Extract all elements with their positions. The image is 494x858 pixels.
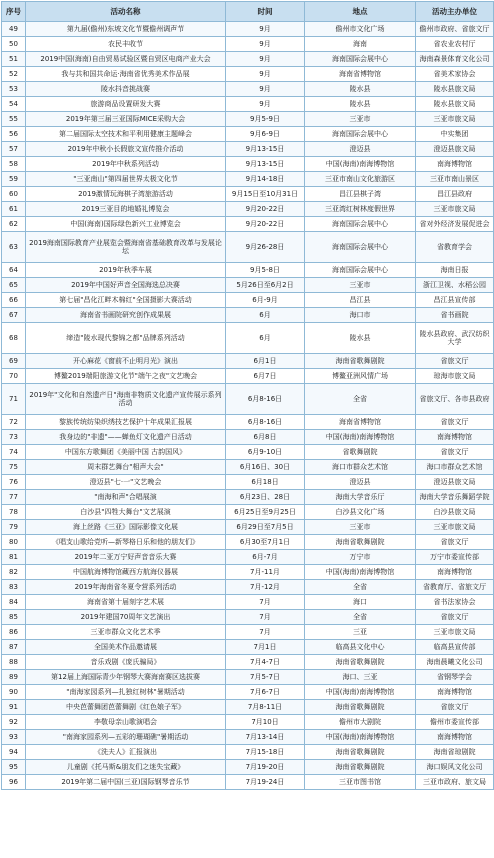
cell-no: 86 [2, 625, 26, 640]
table-row [2, 610, 494, 625]
cell-place: 中国(海南)南海博物馆 [305, 730, 416, 745]
cell-place: 万宁市 [305, 550, 416, 565]
cell-org: 省教育厅、省旅文厅 [416, 580, 494, 595]
cell-name: "三亚南山"第四届世界太极文化节 [26, 172, 226, 187]
cell-place: 海口 [305, 595, 416, 610]
cell-org: 南海博物馆 [416, 565, 494, 580]
cell-no: 69 [2, 354, 26, 369]
cell-place: 中国(海南)南海博物馆 [305, 685, 416, 700]
cell-no: 50 [2, 37, 26, 52]
cell-name: 黎族传统纺染织绣技艺保护十年成果汇报展 [26, 415, 226, 430]
cell-name: 第二届国际太空技术和平利用健康主题峰会 [26, 127, 226, 142]
cell-org: 白沙县旅文局 [416, 505, 494, 520]
cell-time: 9月 [226, 22, 305, 37]
cell-place: 海南国际会展中心 [305, 232, 416, 263]
cell-name: 2019年二亚万宁好声音音乐大赛 [26, 550, 226, 565]
table-row [2, 625, 494, 640]
cell-name: 中国航海博物馆藏西方航海仪器展 [26, 565, 226, 580]
cell-name: 周末群艺舞台"相声大会" [26, 460, 226, 475]
cell-time: 7月13-14日 [226, 730, 305, 745]
cell-org: 海南大学音乐舞蹈学院 [416, 490, 494, 505]
cell-no: 49 [2, 22, 26, 37]
cell-org: 省旅文厅 [416, 445, 494, 460]
cell-time: 6月7日 [226, 369, 305, 384]
cell-no: 58 [2, 157, 26, 172]
cell-org: 南海博物馆 [416, 730, 494, 745]
table-row [2, 670, 494, 685]
cell-place: 海南国际会展中心 [305, 217, 416, 232]
table-row [2, 490, 494, 505]
cell-no: 66 [2, 293, 26, 308]
cell-time: 6月30至7月1日 [226, 535, 305, 550]
cell-time: 6月8-16日 [226, 384, 305, 415]
cell-name: 第九届(儋州)东坡文化节暨儋州调声节 [26, 22, 226, 37]
cell-time: 7月19-24日 [226, 775, 305, 790]
cell-place: 澄迈县 [305, 475, 416, 490]
cell-no: 81 [2, 550, 26, 565]
event-schedule-table [1, 1, 494, 790]
cell-name: 海南省书画院研究创作成果展 [26, 308, 226, 323]
cell-place: 白沙县文化广场 [305, 505, 416, 520]
cell-time: 9月13-15日 [226, 142, 305, 157]
cell-name: 儿童剧《托马斯&朋友们之迷失宝藏》 [26, 760, 226, 775]
cell-no: 82 [2, 565, 26, 580]
cell-time: 7月 [226, 625, 305, 640]
cell-org: 省美术家协会 [416, 67, 494, 82]
cell-name: 白沙县"四牲大舞台"文艺展演 [26, 505, 226, 520]
table-row [2, 475, 494, 490]
cell-no: 51 [2, 52, 26, 67]
cell-no: 67 [2, 308, 26, 323]
cell-org: 海口娱风文化公司 [416, 760, 494, 775]
cell-no: 95 [2, 760, 26, 775]
cell-org: 陵水县政府、武汉纺织大学 [416, 323, 494, 354]
cell-no: 64 [2, 263, 26, 278]
cell-name: 《唱支山歌给党听—新琴格日乐和他的朋友们》 [26, 535, 226, 550]
cell-org: 昌江县政府 [416, 187, 494, 202]
table-row [2, 37, 494, 52]
cell-org: 儋州市委宣传部 [416, 715, 494, 730]
cell-time: 9月 [226, 67, 305, 82]
cell-no: 77 [2, 490, 26, 505]
table-row [2, 565, 494, 580]
table-row [2, 715, 494, 730]
cell-name: 2019年秋季车展 [26, 263, 226, 278]
cell-name: 2019年海南省冬夏令营系列活动 [26, 580, 226, 595]
cell-no: 53 [2, 82, 26, 97]
cell-place: 昌江县 [305, 293, 416, 308]
cell-no: 62 [2, 217, 26, 232]
cell-place: 临高县文化中心 [305, 640, 416, 655]
cell-place: 儋州市大剧院 [305, 715, 416, 730]
cell-name: 2019激情玩海棋子湾旅游活动 [26, 187, 226, 202]
cell-time: 6月-7月 [226, 550, 305, 565]
cell-no: 90 [2, 685, 26, 700]
cell-name: 我与共和国共命运·海南省优秀美术作品展 [26, 67, 226, 82]
cell-name: 陵水抖音挑战赛 [26, 82, 226, 97]
cell-org: 省旅文厅 [416, 415, 494, 430]
cell-time: 7月19-20日 [226, 760, 305, 775]
table-row [2, 217, 494, 232]
cell-name: 2019年中秋系列活动 [26, 157, 226, 172]
header-name: 活动名称 [26, 2, 226, 22]
cell-no: 60 [2, 187, 26, 202]
table-row [2, 278, 494, 293]
cell-name: 第12届上海国际青少年钢琴大赛海南赛区选拔赛 [26, 670, 226, 685]
cell-time: 9月13-15日 [226, 157, 305, 172]
cell-name: 2019海南国际教育产业展览会暨海南省基础教育改革与发展论坛 [26, 232, 226, 263]
cell-no: 54 [2, 97, 26, 112]
cell-time: 9月 [226, 37, 305, 52]
cell-time: 5月26日至6月2日 [226, 278, 305, 293]
table-row [2, 655, 494, 670]
cell-no: 52 [2, 67, 26, 82]
cell-org: 澄迈县旅文局 [416, 475, 494, 490]
cell-place: 海南国际会展中心 [305, 263, 416, 278]
cell-time: 9月26-28日 [226, 232, 305, 263]
cell-place: 海南省歌舞剧院 [305, 354, 416, 369]
cell-time: 6月29日至7月5日 [226, 520, 305, 535]
table-header-row [2, 2, 494, 22]
header-org: 活动主办单位 [416, 2, 494, 22]
cell-no: 55 [2, 112, 26, 127]
cell-time: 9月6-9日 [226, 127, 305, 142]
cell-place: 中国(海南)南海博物馆 [305, 157, 416, 172]
cell-place: 海南大学音乐厅 [305, 490, 416, 505]
cell-no: 75 [2, 460, 26, 475]
cell-org: 省书画院 [416, 308, 494, 323]
table-row [2, 369, 494, 384]
cell-org: 浙江卫视、水稻公园 [416, 278, 494, 293]
cell-org: 海口市群众艺术馆 [416, 460, 494, 475]
cell-time: 6月23日、28日 [226, 490, 305, 505]
cell-org: 中实集团 [416, 127, 494, 142]
table-row [2, 730, 494, 745]
cell-place: 陵水县 [305, 97, 416, 112]
cell-place: 海南省歌舞剧院 [305, 535, 416, 550]
cell-name: 中国东方歌舞团《美丽中国 古韵国风》 [26, 445, 226, 460]
table-row [2, 460, 494, 475]
cell-org: 陵水县旅文局 [416, 82, 494, 97]
cell-name: 2019三亚目的地婚礼博览会 [26, 202, 226, 217]
cell-time: 9月20-22日 [226, 202, 305, 217]
cell-org: 三亚市政府、旅文局 [416, 775, 494, 790]
cell-org: 海南晨曦文化公司 [416, 655, 494, 670]
cell-name: "南海家园系列—五彩的珊瑚礁"暑期活动 [26, 730, 226, 745]
cell-org: 省旅文厅、各市县政府 [416, 384, 494, 415]
cell-time: 7月5-7日 [226, 670, 305, 685]
cell-place: 三亚市 [305, 278, 416, 293]
cell-time: 6月18日 [226, 475, 305, 490]
cell-org: 万宁市委宣传部 [416, 550, 494, 565]
table-row [2, 535, 494, 550]
cell-place: 三亚市 [305, 520, 416, 535]
table-row [2, 67, 494, 82]
table-row [2, 430, 494, 445]
cell-org: 省教育学会 [416, 232, 494, 263]
cell-no: 74 [2, 445, 26, 460]
cell-name: 博鳌2019端阳旅游文化节"端午之夜"文艺晚会 [26, 369, 226, 384]
cell-name: 澄迈县"七·一"文艺晚会 [26, 475, 226, 490]
cell-place: 海南国际会展中心 [305, 52, 416, 67]
cell-org: 省旅文厅 [416, 700, 494, 715]
cell-time: 7月-12月 [226, 580, 305, 595]
cell-no: 85 [2, 610, 26, 625]
cell-name: 三亚市群众文化艺术季 [26, 625, 226, 640]
cell-org: 琼海市旅文局 [416, 369, 494, 384]
table-row [2, 22, 494, 37]
table-row [2, 52, 494, 67]
cell-no: 89 [2, 670, 26, 685]
cell-place: 海南省歌舞剧院 [305, 760, 416, 775]
cell-place: 三亚市南山文化旅游区 [305, 172, 416, 187]
cell-org: 南海博物馆 [416, 430, 494, 445]
cell-name: 2019年第二届中国(三亚)国际钢琴音乐节 [26, 775, 226, 790]
cell-time: 9月5-9日 [226, 112, 305, 127]
table-row [2, 157, 494, 172]
table-row [2, 745, 494, 760]
cell-time: 9月 [226, 82, 305, 97]
cell-no: 68 [2, 323, 26, 354]
table-row [2, 142, 494, 157]
cell-org: 海南省琼剧院 [416, 745, 494, 760]
cell-org: 澄迈县旅文局 [416, 142, 494, 157]
cell-time: 6月9-10日 [226, 445, 305, 460]
cell-org: 省农业农村厅 [416, 37, 494, 52]
cell-name: 音乐戏剧《庞氏骗局》 [26, 655, 226, 670]
cell-no: 61 [2, 202, 26, 217]
cell-name: 2019年第三届三亚国际MICE采购大会 [26, 112, 226, 127]
cell-time: 9月 [226, 97, 305, 112]
cell-place: 陵水县 [305, 323, 416, 354]
cell-org: 儋州市政府、省旅文厅 [416, 22, 494, 37]
cell-name: 2019年"文化和自然遗产日"海南非物质文化遗产宣传展示系列活动 [26, 384, 226, 415]
cell-name: 农民丰收节 [26, 37, 226, 52]
cell-place: 澄迈县 [305, 142, 416, 157]
cell-place: 全省 [305, 384, 416, 415]
cell-org: 三亚市旅文局 [416, 625, 494, 640]
cell-no: 83 [2, 580, 26, 595]
table-row [2, 520, 494, 535]
cell-no: 73 [2, 430, 26, 445]
cell-no: 65 [2, 278, 26, 293]
table-row [2, 580, 494, 595]
cell-name: 中央芭蕾舞团芭蕾舞剧《红色娘子军》 [26, 700, 226, 715]
cell-place: 三亚市 [305, 112, 416, 127]
table-row [2, 112, 494, 127]
header-no: 序号 [2, 2, 26, 22]
cell-no: 57 [2, 142, 26, 157]
cell-time: 6月16日、30日 [226, 460, 305, 475]
cell-name: 开心麻花《窗前不止明月光》演出 [26, 354, 226, 369]
cell-no: 96 [2, 775, 26, 790]
cell-time: 9月5-8日 [226, 263, 305, 278]
table-row [2, 640, 494, 655]
table-row [2, 384, 494, 415]
cell-no: 93 [2, 730, 26, 745]
cell-place: 海南省博物馆 [305, 67, 416, 82]
cell-org: 三亚市旅文局 [416, 202, 494, 217]
cell-name: 全国美术作品邀请展 [26, 640, 226, 655]
cell-time: 6月-9月 [226, 293, 305, 308]
cell-name: 海上丝路《三亚》国际影像文化展 [26, 520, 226, 535]
cell-org: 昌江县宣传部 [416, 293, 494, 308]
cell-place: 全省 [305, 610, 416, 625]
cell-time: 9月20-22日 [226, 217, 305, 232]
cell-name: 2019年中秋小长假旅文宣传推介活动 [26, 142, 226, 157]
cell-no: 71 [2, 384, 26, 415]
cell-org: 省钢琴学会 [416, 670, 494, 685]
cell-time: 6月1日 [226, 354, 305, 369]
cell-time: 9月 [226, 52, 305, 67]
cell-place: 三亚 [305, 625, 416, 640]
cell-time: 6月 [226, 323, 305, 354]
cell-no: 63 [2, 232, 26, 263]
cell-name: 《洗夫人》汇报演出 [26, 745, 226, 760]
cell-place: 海南省歌舞剧院 [305, 745, 416, 760]
cell-org: 省旅文厅 [416, 535, 494, 550]
table-row [2, 308, 494, 323]
cell-org: 海南森景体育文化公司 [416, 52, 494, 67]
cell-org: 省对外经济发展促进会 [416, 217, 494, 232]
cell-time: 7月 [226, 610, 305, 625]
cell-name: 2019中国(海南)自由贸易试验区暨自贸区电商产业大会 [26, 52, 226, 67]
cell-name: 海南省第十届刻字艺术展 [26, 595, 226, 610]
cell-place: 博鳌亚洲风情广场 [305, 369, 416, 384]
cell-no: 56 [2, 127, 26, 142]
table-row [2, 505, 494, 520]
cell-name: "南海和声"合唱展演 [26, 490, 226, 505]
cell-place: 中国(海南)南海博物馆 [305, 565, 416, 580]
cell-no: 91 [2, 700, 26, 715]
cell-place: 中国(海南)南海博物馆 [305, 430, 416, 445]
cell-no: 92 [2, 715, 26, 730]
table-row [2, 415, 494, 430]
cell-name: 2019年中国好声音全国海选总决赛 [26, 278, 226, 293]
cell-time: 9月15日至10月31日 [226, 187, 305, 202]
cell-org: 南海博物馆 [416, 157, 494, 172]
cell-no: 70 [2, 369, 26, 384]
table-row [2, 323, 494, 354]
cell-time: 7月1日 [226, 640, 305, 655]
cell-place: 海南国际会展中心 [305, 127, 416, 142]
cell-no: 94 [2, 745, 26, 760]
table-row [2, 685, 494, 700]
cell-place: 海南省歌舞剧院 [305, 700, 416, 715]
cell-time: 9月14-18日 [226, 172, 305, 187]
table-body [2, 22, 494, 790]
table-row [2, 97, 494, 112]
cell-no: 78 [2, 505, 26, 520]
cell-place: 海南省歌舞剧院 [305, 655, 416, 670]
table-row [2, 172, 494, 187]
table-row [2, 595, 494, 610]
cell-no: 88 [2, 655, 26, 670]
table-row [2, 82, 494, 97]
cell-org: 省书法家协会 [416, 595, 494, 610]
cell-place: 三亚市图书馆 [305, 775, 416, 790]
table-row [2, 550, 494, 565]
cell-time: 7月8-11日 [226, 700, 305, 715]
table-row [2, 760, 494, 775]
table-row [2, 263, 494, 278]
header-place: 地点 [305, 2, 416, 22]
cell-time: 6月8-16日 [226, 415, 305, 430]
cell-org: 海南日报 [416, 263, 494, 278]
cell-time: 7月4-7日 [226, 655, 305, 670]
cell-place: 省歌舞剧院 [305, 445, 416, 460]
table-row [2, 127, 494, 142]
cell-place: 海南 [305, 37, 416, 52]
cell-place: 海南省博物馆 [305, 415, 416, 430]
cell-name: 第七届"昌化江畔木棉红"全国摄影大赛活动 [26, 293, 226, 308]
cell-org: 省旅文厅 [416, 354, 494, 369]
cell-no: 72 [2, 415, 26, 430]
cell-name: 我身边的"非遗"——蝉鱼灯文化遗产日活动 [26, 430, 226, 445]
cell-name: "南海家园系列—扎独红树林"暑期活动 [26, 685, 226, 700]
cell-org: 三亚市南山景区 [416, 172, 494, 187]
cell-name: 中国(海南)国际绿色新兴工业博览会 [26, 217, 226, 232]
cell-org: 南海博物馆 [416, 685, 494, 700]
cell-name: 缔造"陵水现代黎锦之都"品牌系列活动 [26, 323, 226, 354]
table-row [2, 445, 494, 460]
cell-no: 79 [2, 520, 26, 535]
cell-time: 6月25日至9月25日 [226, 505, 305, 520]
table-row [2, 202, 494, 217]
cell-org: 三亚市旅文局 [416, 112, 494, 127]
table-row [2, 187, 494, 202]
cell-no: 80 [2, 535, 26, 550]
cell-time: 6月8日 [226, 430, 305, 445]
cell-no: 59 [2, 172, 26, 187]
cell-name: 2019年建国70周年文艺演出 [26, 610, 226, 625]
cell-time: 6月 [226, 308, 305, 323]
table-row [2, 232, 494, 263]
cell-time: 7月10日 [226, 715, 305, 730]
cell-place: 三亚湾红树林度假世界 [305, 202, 416, 217]
cell-no: 84 [2, 595, 26, 610]
table-row [2, 293, 494, 308]
cell-place: 全省 [305, 580, 416, 595]
cell-org: 陵水县旅文局 [416, 97, 494, 112]
cell-name: 旅游商品设置研发大赛 [26, 97, 226, 112]
cell-time: 7月-11月 [226, 565, 305, 580]
header-time: 时间 [226, 2, 305, 22]
cell-place: 陵水县 [305, 82, 416, 97]
table-row [2, 775, 494, 790]
cell-place: 儋州市文化广场 [305, 22, 416, 37]
table-row [2, 700, 494, 715]
cell-place: 海口、三亚 [305, 670, 416, 685]
cell-place: 海口市 [305, 308, 416, 323]
table-row [2, 354, 494, 369]
cell-place: 海口市群众艺术馆 [305, 460, 416, 475]
cell-org: 省旅文厅 [416, 610, 494, 625]
cell-org: 三亚市旅文局 [416, 520, 494, 535]
cell-place: 昌江县棋子湾 [305, 187, 416, 202]
cell-org: 临高县宣传部 [416, 640, 494, 655]
cell-no: 76 [2, 475, 26, 490]
cell-time: 7月15-18日 [226, 745, 305, 760]
cell-no: 87 [2, 640, 26, 655]
cell-time: 7月 [226, 595, 305, 610]
cell-name: 李敬母亲山歌演唱会 [26, 715, 226, 730]
cell-time: 7月6-7日 [226, 685, 305, 700]
